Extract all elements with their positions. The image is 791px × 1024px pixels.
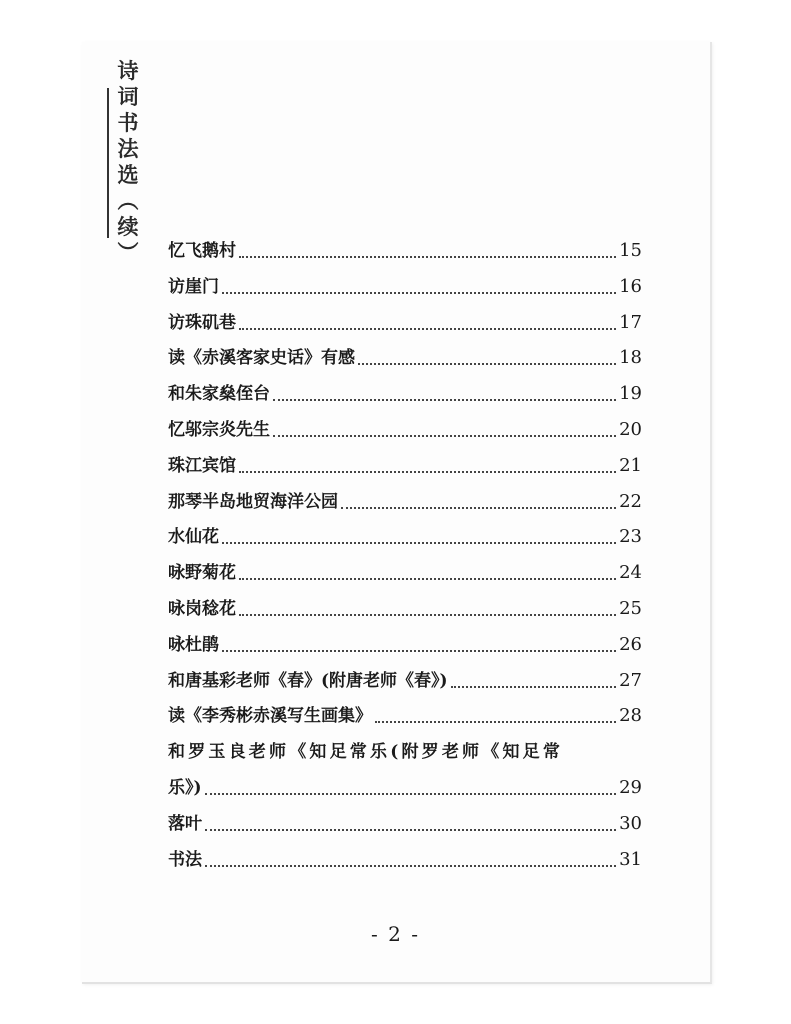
toc-entry-page: 27 (619, 669, 642, 691)
dot-leader (239, 255, 616, 258)
toc-entry[interactable] (168, 705, 642, 741)
toc-entry[interactable] (168, 634, 642, 670)
dot-leader (205, 792, 617, 795)
side-title-char: 诗 (117, 59, 139, 83)
side-title-char: 词 (117, 85, 139, 109)
dot-leader (239, 577, 616, 580)
dot-leader (222, 291, 616, 294)
side-title-char: 法 (117, 137, 139, 161)
toc-entry-page: 29 (619, 777, 642, 799)
page-number: - 2 - (371, 922, 420, 946)
toc-entry-page: 26 (619, 633, 642, 655)
side-title-char: ︵ (117, 189, 139, 213)
toc-entry[interactable] (168, 741, 642, 813)
toc-entry[interactable] (168, 276, 642, 312)
toc-entry-title: 水仙花 (168, 527, 219, 548)
toc-entry[interactable] (168, 598, 642, 634)
toc-entry[interactable] (168, 347, 642, 383)
side-rule (107, 88, 109, 238)
toc-entry-title: 珠江宾馆 (168, 455, 236, 476)
side-title-char: 书 (117, 111, 139, 135)
toc-entry-page: 20 (619, 418, 642, 440)
toc-entry-page: 15 (619, 240, 642, 261)
toc-entry-page: 21 (619, 454, 642, 476)
dot-leader (239, 327, 616, 330)
toc-entry[interactable] (168, 813, 642, 849)
toc-entry[interactable] (168, 419, 642, 455)
table-of-contents (168, 240, 642, 885)
dot-leader (273, 398, 616, 401)
toc-entry-title: 忆飞鹅村 (168, 241, 236, 261)
toc-entry-title: 和罗玉良老师《知足常乐(附罗老师《知足常 (168, 742, 564, 763)
dot-leader (375, 720, 616, 723)
dot-leader (239, 613, 616, 616)
toc-entry-page: 18 (619, 347, 642, 369)
dot-leader (239, 470, 616, 473)
toc-entry-title: 读《赤溪客家史话》有感 (168, 348, 355, 369)
toc-entry-page: 30 (619, 813, 642, 835)
toc-entry[interactable] (168, 455, 642, 491)
toc-entry-title: 访珠矶巷 (168, 312, 236, 333)
dot-leader (358, 362, 616, 365)
dot-leader (205, 864, 616, 867)
dot-leader (451, 685, 617, 688)
toc-entry[interactable] (168, 312, 642, 348)
toc-entry-title: 咏野菊花 (168, 563, 236, 584)
toc-entry-title: 落叶 (168, 814, 202, 835)
toc-entry[interactable] (168, 562, 642, 598)
toc-entry[interactable] (168, 240, 642, 276)
toc-entry[interactable] (168, 383, 642, 419)
side-title-char: 选 (117, 163, 139, 187)
toc-entry[interactable] (168, 491, 642, 527)
toc-entry-title: 和唐基彩老师《春》(附唐老师《春》) (168, 670, 448, 691)
toc-entry-title: 读《李秀彬赤溪写生画集》 (168, 706, 372, 727)
toc-entry-page: 24 (619, 562, 642, 584)
toc-entry-title: 访崖门 (168, 276, 219, 297)
toc-entry-title: 和朱家燊侄台 (168, 384, 270, 405)
dot-leader (205, 828, 616, 831)
toc-entry[interactable] (168, 526, 642, 562)
toc-entry-title: 忆邬宗炎先生 (168, 419, 270, 440)
dot-leader (341, 506, 616, 509)
toc-entry-page: 22 (619, 490, 642, 512)
toc-entry[interactable] (168, 849, 642, 885)
toc-entry-page: 23 (619, 526, 642, 548)
toc-entry-page: 31 (619, 848, 642, 870)
toc-entry-page: 28 (619, 705, 642, 727)
book-side-title (113, 58, 143, 266)
toc-entry-title: 书法 (168, 849, 202, 870)
toc-entry-title: 咏岗稔花 (168, 598, 236, 619)
dot-leader (222, 649, 616, 652)
toc-entry-title: 那琴半岛地贸海洋公园 (168, 491, 338, 512)
side-title-char: 续 (117, 215, 139, 239)
toc-entry-page: 25 (619, 597, 642, 619)
toc-entry-title: 咏杜鹃 (168, 634, 219, 655)
toc-entry-page: 19 (619, 383, 642, 405)
toc-entry-page: 17 (619, 311, 642, 333)
side-title-char: ︶ (117, 241, 139, 265)
dot-leader (222, 541, 616, 544)
dot-leader (273, 434, 616, 437)
toc-entry[interactable] (168, 670, 642, 706)
toc-entry-title: 乐》) (168, 778, 202, 799)
toc-entry-page: 16 (619, 275, 642, 297)
